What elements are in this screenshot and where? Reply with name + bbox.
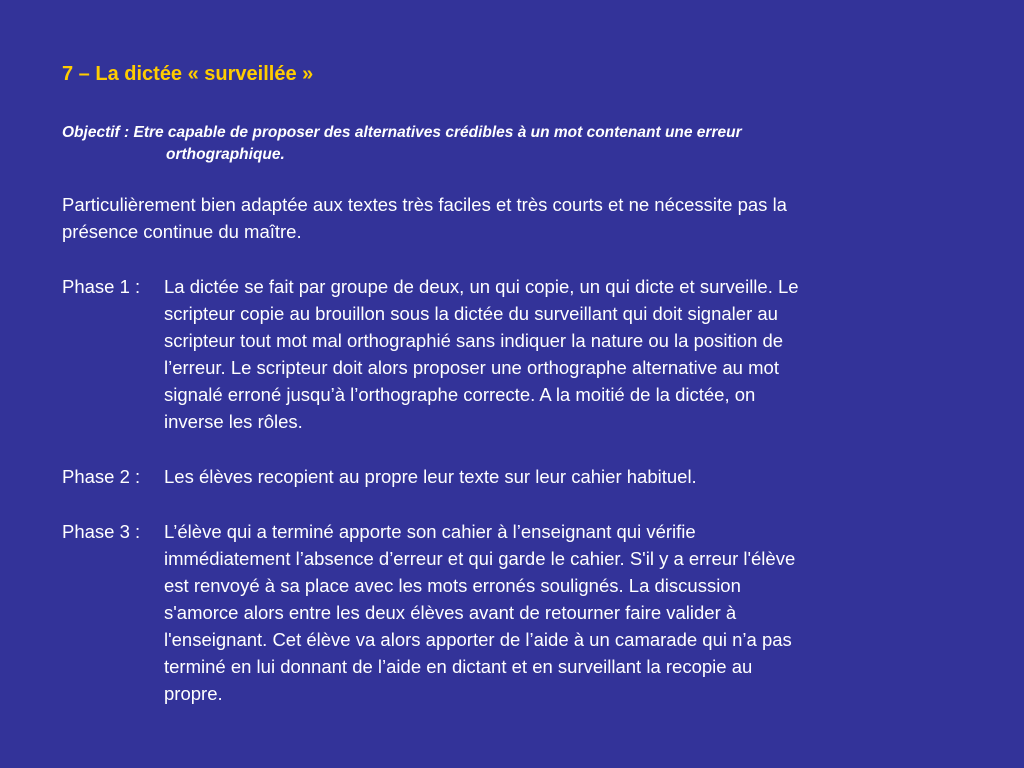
phase-3-line: propre. bbox=[164, 683, 223, 704]
phase-3-line: terminé en lui donnant de l’aide en dictant et en surveillant la recopie au bbox=[164, 656, 753, 677]
phase-1-paragraph bbox=[62, 273, 972, 435]
intro-paragraph bbox=[62, 191, 972, 245]
phase-2-paragraph bbox=[62, 463, 972, 490]
slide-title: 7 – La dictée « surveillée » bbox=[62, 63, 314, 85]
objective-text bbox=[62, 122, 962, 166]
phase-1-line: l’erreur. Le scripteur doit alors proposer une orthographe alternative au mot bbox=[164, 357, 779, 378]
phase-1-line: scripteur tout mot mal orthographié sans indiquer la nature ou la position de bbox=[164, 330, 784, 351]
phase-1-line: signalé erroné jusqu’à l’orthographe correcte. A la moitié de la dictée, on bbox=[164, 384, 756, 405]
intro-line-2: présence continue du maître. bbox=[62, 221, 302, 242]
phase-2-label: Phase 2 : bbox=[62, 466, 141, 487]
phase-3-line: l'enseignant. Cet élève va alors apporter de l’aide à un camarade qui n’a pas bbox=[164, 629, 792, 650]
phase-3-line: s'amorce alors entre les deux élèves avant de retourner faire valider à bbox=[164, 602, 737, 623]
phase-3-paragraph bbox=[62, 518, 972, 707]
phase-2-first-text: Les élèves recopient au propre leur texte sur leur cahier habituel. bbox=[164, 466, 697, 487]
phase-1-line: scripteur copie au brouillon sous la dictée du surveillant qui doit signaler au bbox=[164, 303, 778, 324]
phase-1-first-text: La dictée se fait par groupe de deux, un qui copie, un qui dicte et surveille. Le bbox=[164, 276, 799, 297]
phase-1-line: inverse les rôles. bbox=[164, 411, 303, 432]
phase-3-line: immédiatement l’absence d’erreur et qui garde le cahier. S'il y a erreur l'élève bbox=[164, 548, 796, 569]
phase-3-first-text: L’élève qui a terminé apporte son cahier à l’enseignant qui vérifie bbox=[164, 521, 696, 542]
objective-line-2: orthographique. bbox=[166, 146, 285, 163]
phase-3-label: Phase 3 : bbox=[62, 521, 141, 542]
phase-1-label: Phase 1 : bbox=[62, 276, 141, 297]
phase-3-first-line bbox=[62, 518, 972, 545]
intro-line-1: Particulièrement bien adaptée aux textes très faciles et très courts et ne nécessite pas la bbox=[62, 194, 787, 215]
phase-2-first-line bbox=[62, 463, 972, 490]
phase-1-first-line bbox=[62, 273, 972, 300]
objective-line-1: Objectif : Etre capable de proposer des alternatives crédibles à un mot contenant une erreur bbox=[62, 124, 742, 141]
phase-3-line: est renvoyé à sa place avec les mots erronés soulignés. La discussion bbox=[164, 575, 741, 596]
